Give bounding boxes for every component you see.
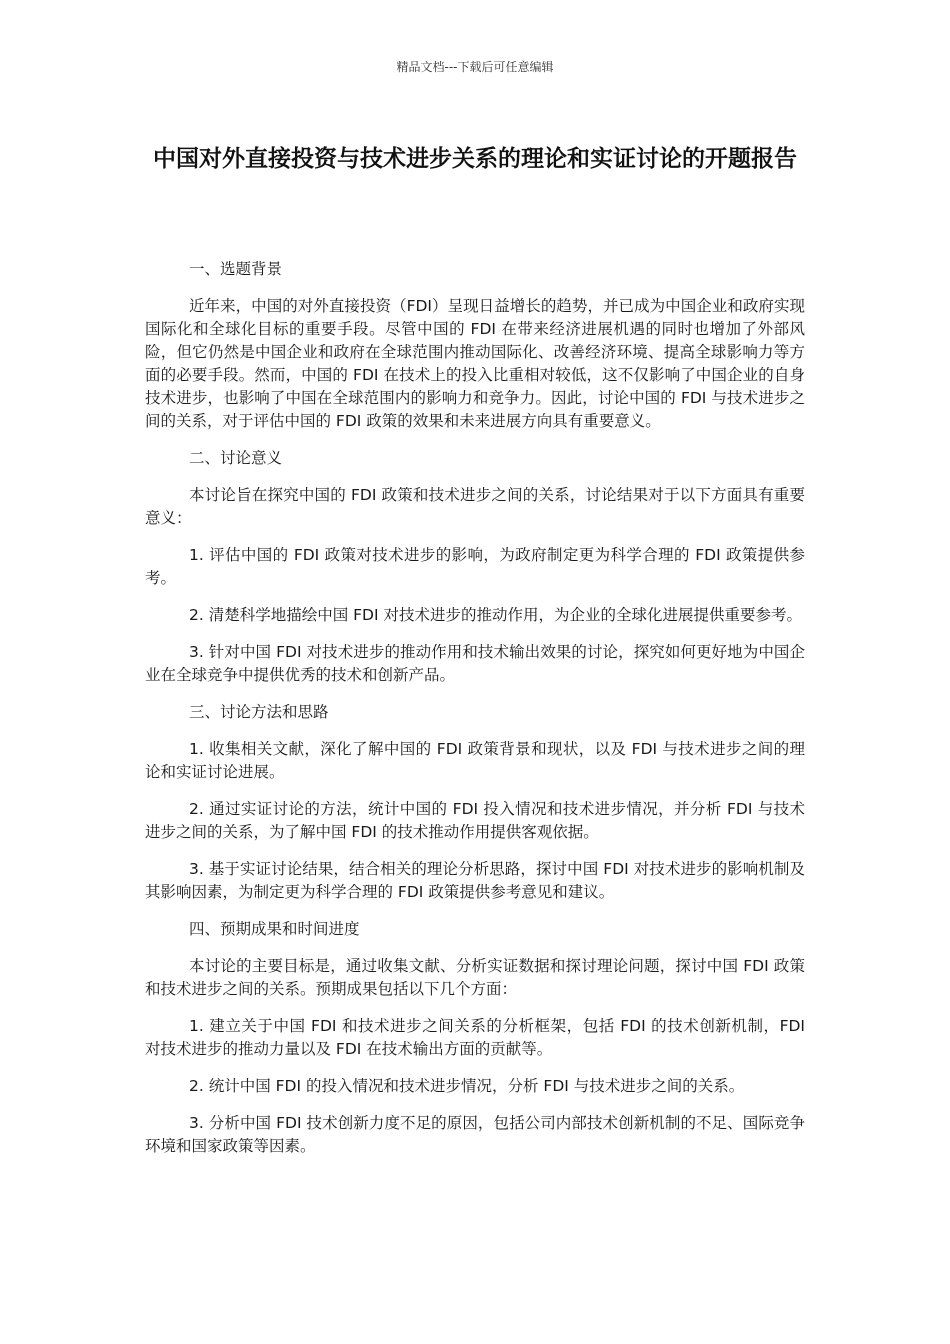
paragraph: 近年来，中国的对外直接投资（FDI）呈现日益增长的趋势，并已成为中国企业和政府实现国际化和全球化目标的重要手段。尽管中国的 FDI 在带来经济进展机遇的同时也增加了外部风险，但它仍然是中国企业和政府在全球范围内推动国际化、改善经济环境、提高全球影响力等方面的必要手段。然而，中国的 FDI 在技术上的投入比重相对较低，这不仅影响了中国企业的自身技术进步，也影响了中国在全球范围内的影响力和竞争力。因此，讨论中国的 FDI 与技术进步之间的关系，对于评估中国的 FDI 政策的效果和未来进展方向具有重要意义。 xyxy=(145,297,805,430)
paragraph: 本讨论的主要目标是，通过收集文献、分析实证数据和探讨理论问题，探讨中国 FDI 政策和技术进步之间的关系。预期成果包括以下几个方面： xyxy=(145,957,805,998)
list-item: 2. 清楚科学地描绘中国 FDI 对技术进步的推动作用，为企业的全球化进展提供重要参考。 xyxy=(189,606,802,624)
list-item: 3. 针对中国 FDI 对技术进步的推动作用和技术输出效果的讨论，探究如何更好地为中国企业在全球竞争中提供优秀的技术和创新产品。 xyxy=(145,643,805,684)
list-item: 1. 评估中国的 FDI 政策对技术进步的影响，为政府制定更为科学合理的 FDI 政策提供参考。 xyxy=(145,546,805,587)
paragraph: 本讨论旨在探究中国的 FDI 政策和技术进步之间的关系，讨论结果对于以下方面具有重要意义： xyxy=(145,486,805,527)
section-heading-significance: 二、讨论意义 xyxy=(189,449,283,467)
list-item: 2. 通过实证讨论的方法，统计中国的 FDI 投入情况和技术进步情况，并分析 FDI 与技术进步之间的关系，为了解中国 FDI 的技术推动作用提供客观依据。 xyxy=(145,800,805,841)
document-title: 中国对外直接投资与技术进步关系的理论和实证讨论的开题报告 xyxy=(153,146,797,172)
document-body xyxy=(145,258,805,1172)
list-item: 1. 建立关于中国 FDI 和技术进步之间关系的分析框架，包括 FDI 的技术创新机制，FDI 对技术进步的推动力量以及 FDI 在技术输出方面的贡献等。 xyxy=(145,1017,805,1058)
list-item: 3. 基于实证讨论结果，结合相关的理论分析思路，探讨中国 FDI 对技术进步的影响机制及其影响因素，为制定更为科学合理的 FDI 政策提供参考意见和建议。 xyxy=(145,860,805,901)
section-heading-background: 一、选题背景 xyxy=(189,260,283,278)
list-item: 3. 分析中国 FDI 技术创新力度不足的原因，包括公司内部技术创新机制的不足、国际竞争环境和国家政策等因素。 xyxy=(145,1114,805,1155)
list-item: 1. 收集相关文献，深化了解中国的 FDI 政策背景和现状，以及 FDI 与技术进步之间的理论和实证讨论进展。 xyxy=(145,740,805,781)
list-item: 2. 统计中国 FDI 的投入情况和技术进步情况，分析 FDI 与技术进步之间的关系。 xyxy=(189,1077,745,1095)
header-note: 精品文档---下载后可任意编辑 xyxy=(396,60,554,74)
section-heading-methods: 三、讨论方法和思路 xyxy=(189,703,329,721)
section-heading-outcomes: 四、预期成果和时间进度 xyxy=(189,920,360,938)
